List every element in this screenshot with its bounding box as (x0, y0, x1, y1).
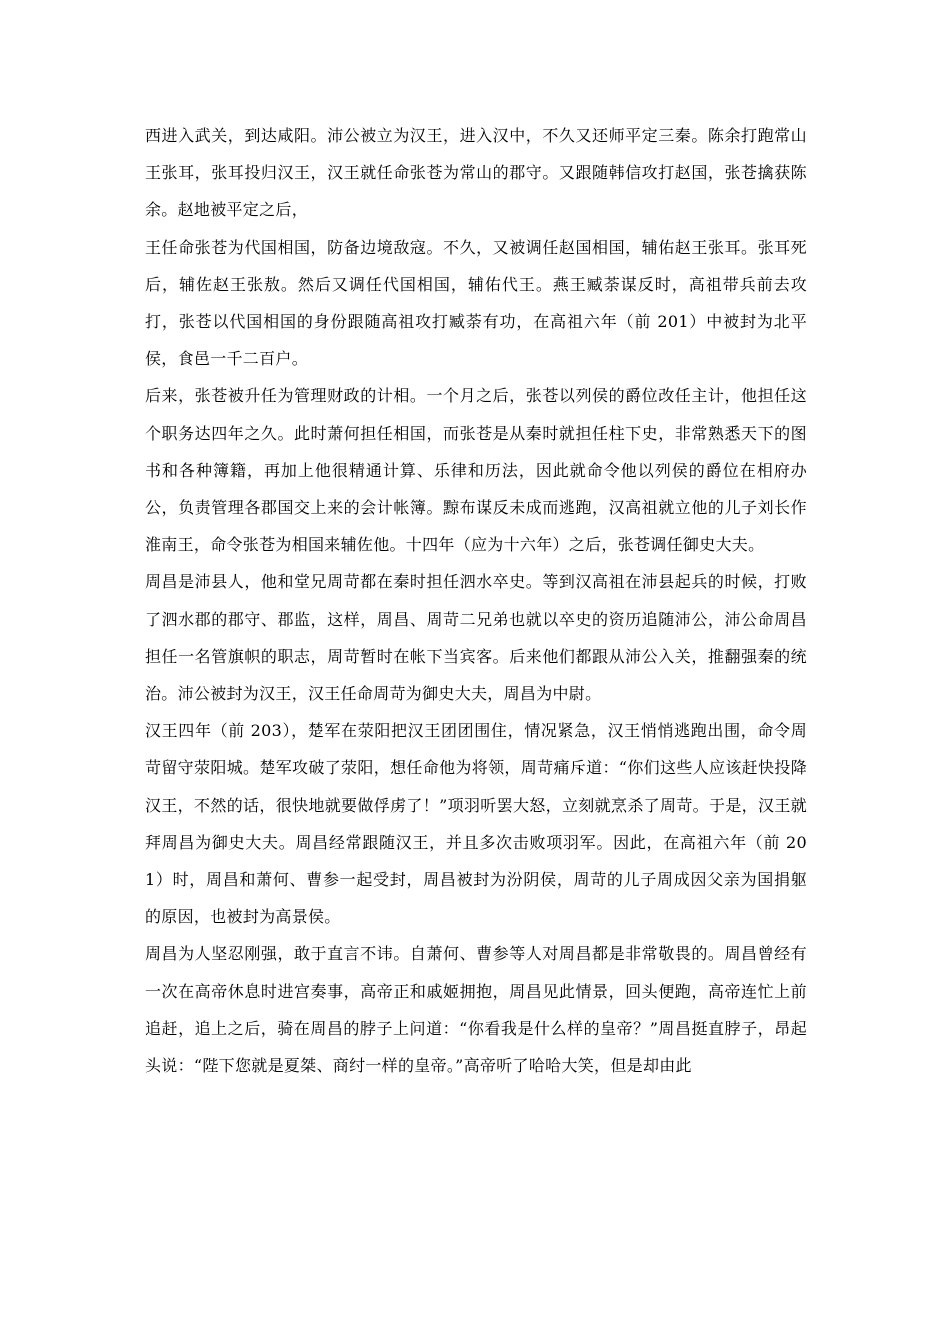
paragraph-4: 周昌是沛县人，他和堂兄周苛都在秦时担任泗水卒史。等到汉高祖在沛县起兵的时候，打败了泗水郡的郡守、郡监，这样，周昌、周苛二兄弟也就以卒史的资历追随沛公，沛公命周昌担任一名管旗帜的职志，周苛暂时在帐下当宾客。后来他们都跟从沛公入关，推翻强秦的统治。沛公被封为汉王，汉王任命周苛为御史大夫，周昌为中尉。 (145, 572, 807, 704)
paragraph-1: 西进入武关，到达咸阳。沛公被立为汉王，进入汉中，不久又还师平定三秦。陈余打跑常山王张耳，张耳投归汉王，汉王就任命张苍为常山的郡守。又跟随韩信攻打赵国，张苍擒获陈余。赵地被平定之后， (145, 126, 807, 220)
paragraph-2: 王任命张苍为代国相国，防备边境敌寇。不久，又被调任赵国相国，辅佑赵王张耳。张耳死后，辅佐赵王张敖。然后又调任代国相国，辅佑代王。燕王臧荼谋反时，高祖带兵前去攻打，张苍以代国相国的身份跟随高祖攻打臧荼有功，在高祖六年（前 201）中被封为北平侯，食邑一千二百户。 (145, 237, 807, 369)
paragraph-3: 后来，张苍被升任为管理财政的计相。一个月之后，张苍以列侯的爵位改任主计，他担任这个职务达四年之久。此时萧何担任相国，而张苍是从秦时就担任柱下史，非常熟悉天下的图书和各种簿籍，再加上他很精通计算、乐律和历法，因此就命令他以列侯的爵位在相府办公，负责管理各郡国交上来的会计帐簿。黥布谋反未成而逃跑，汉高祖就立他的儿子刘长作淮南王，命令张苍为相国来辅佐他。十四年（应为十六年）之后，张苍调任御史大夫。 (145, 386, 807, 555)
paragraph-6: 周昌为人坚忍刚强，敢于直言不讳。自萧何、曹参等人对周昌都是非常敬畏的。周昌曾经有一次在高帝休息时进宫奏事，高帝正和戚姬拥抱，周昌见此情景，回头便跑，高帝连忙上前追赶，追上之后，骑在周昌的脖子上问道：“你看我是什么样的皇帝？”周昌挺直脖子，昂起头说：“陛下您就是夏桀、商纣一样的皇帝。”高帝听了哈哈大笑，但是却由此 (145, 944, 807, 1076)
document-body (145, 117, 807, 1084)
paragraph-5: 汉王四年（前 203），楚军在荥阳把汉王团团围住，情况紧急，汉王悄悄逃跑出围，命令周苛留守荥阳城。楚军攻破了荥阳，想任命他为将领，周苛痛斥道：“你们这些人应该赶快投降汉王，不然的话，很快地就要做俘虏了！”项羽听罢大怒，立刻就烹杀了周苛。于是，汉王就拜周昌为御史大夫。周昌经常跟随汉王，并且多次击败项羽军。因此，在高祖六年（前 201）时，周昌和萧何、曹参一起受封，周昌被封为汾阴侯，周苛的儿子周成因父亲为国捐躯的原因，也被封为高景侯。 (145, 721, 807, 927)
